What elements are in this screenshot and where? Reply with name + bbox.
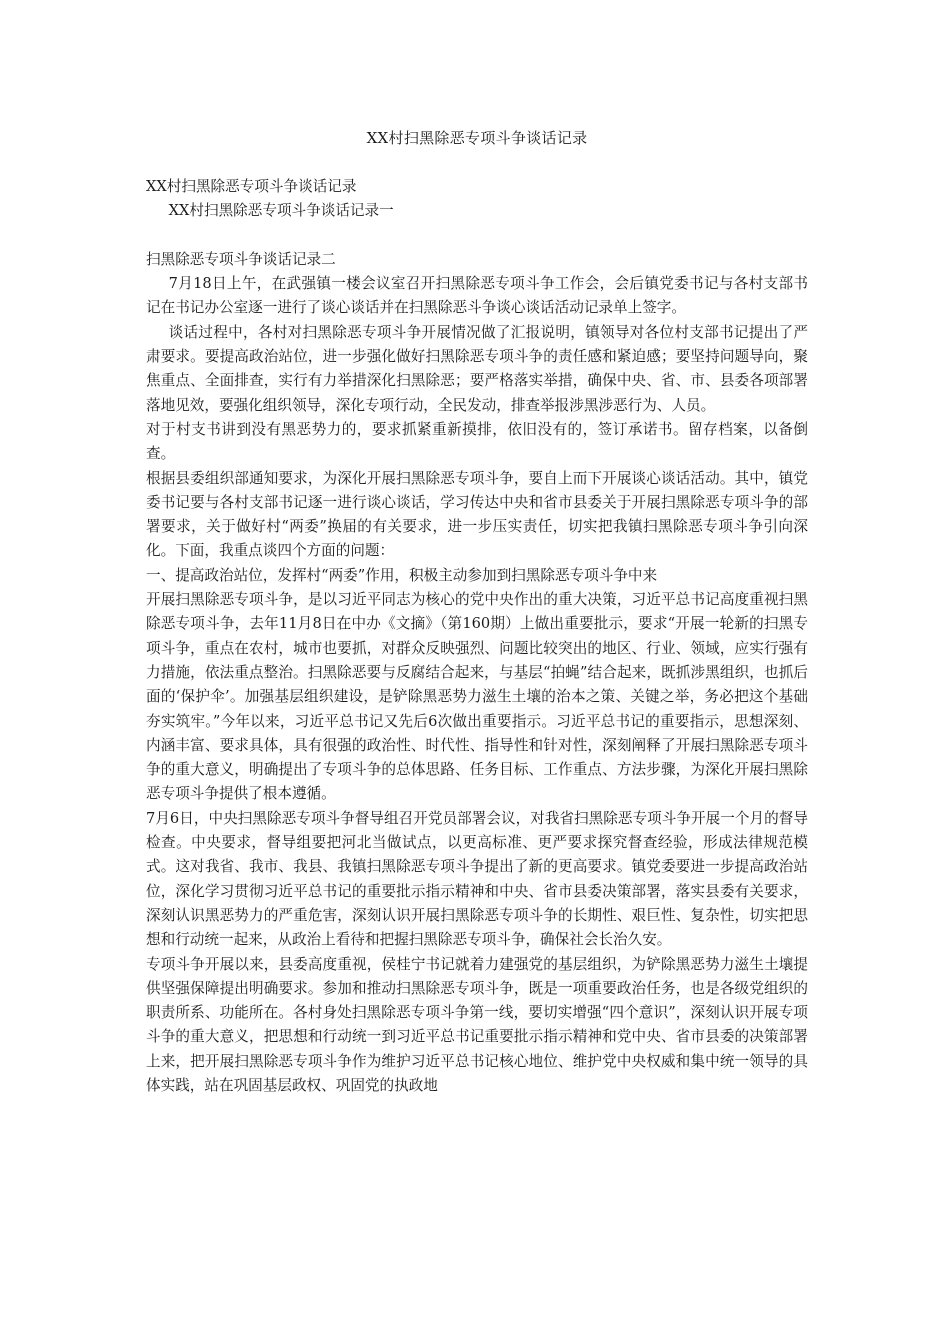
paragraph: 7月18日上午，在武强镇一楼会议室召开扫黑除恶专项斗争工作会，会后镇党委书记与各村支部书记在书记办公室逐一进行了谈心谈话并在扫黑除恶斗争谈心谈话活动记录单上签字。 <box>146 275 808 317</box>
paragraph: 根据县委组织部通知要求，为深化开展扫黑除恶专项斗争，要自上而下开展谈心谈话活动。其中，镇党委书记要与各村支部书记逐一进行谈心谈话，学习传达中央和省市县委关于开展扫黑除恶专项斗争的部署要求，关于做好村“两委”换届的有关要求，进一步压实责任，切实把我镇扫黑除恶专项斗争引向深化。下面，我重点谈四个方面的问题： <box>146 469 808 560</box>
paragraph: 一、提高政治站位，发挥村“两委”作用，积极主动参加到扫黑除恶专项斗争中来 <box>146 566 658 584</box>
document-title: XX村扫黑除恶专项斗争谈话记录 <box>366 129 588 147</box>
paragraph: 7月6日，中央扫黑除恶专项斗争督导组召开党员部署会议，对我省扫黑除恶专项斗争开展一个月的督导检查。中央要求，督导组要把河北当做试点，以更高标准、更严要求探究督查经验，形成法律规范模式。这对我省、我市、我县、我镇扫黑除恶专项斗争提出了新的更高要求。镇党委要进一步提高政治站位，深化学习贯彻习近平总书记的重要批示指示精神和中央、省市县委决策部署，落实县委有关要求，深刻认识黑恶势力的严重危害，深刻认识开展扫黑除恶专项斗争的长期性、艰巨性、复杂性，切实把思想和行动统一起来，从政治上看待和把握扫黑除恶专项斗争，确保社会长治久安。 <box>146 809 808 949</box>
paragraph: 扫黑除恶专项斗争谈话记录二 <box>146 250 336 268</box>
blank-line <box>146 224 808 248</box>
paragraph: XX村扫黑除恶专项斗争谈话记录一 <box>168 202 394 220</box>
document-body <box>146 175 808 1098</box>
paragraph: XX村扫黑除恶专项斗争谈话记录 <box>146 178 357 195</box>
paragraph: 谈话过程中，各村对扫黑除恶专项斗争开展情况做了汇报说明，镇领导对各位村支部书记提出了严肃要求。要提高政治站位，进一步强化做好扫黑除恶专项斗争的责任感和紧迫感；要坚持问题导向，聚焦重点、全面排查，实行有力举措深化扫黑除恶；要严格落实举措，确保中央、省、市、县委各项部署落地见效，要强化组织领导，深化专项行动，全民发动，排查举报涉黑涉恶行为、人员。 <box>146 323 808 414</box>
paragraph: 专项斗争开展以来，县委高度重视，侯桂宁书记就着力建强党的基层组织，为铲除黑恶势力滋生土壤提供坚强保障提出明确要求。参加和推动扫黑除恶专项斗争，既是一项重要政治任务，也是各级党组织的职责所系、功能所在。各村身处扫黑除恶专项斗争第一线，要切实增强“四个意识”，深刻认识开展专项斗争的重大意义，把思想和行动统一到习近平总书记重要批示指示精神和党中央、省市县委的决策部署上来，把开展扫黑除恶专项斗争作为维护习近平总书记核心地位、维护党中央权威和集中统一领导的具体实践，站在巩固基层政权、巩固党的执政地 <box>146 955 808 1094</box>
paragraph: 开展扫黑除恶专项斗争，是以习近平同志为核心的党中央作出的重大决策，习近平总书记高度重视扫黑除恶专项斗争，去年11月8日在中办《文摘》（第160期）上做出重要批示，要求“开展一轮新的扫黑专项斗争，重点在农村，城市也要抓，对群众反映强烈、问题比较突出的地区、行业、领域，应实行强有力措施，依法重点整治。扫黑除恶要与反腐结合起来，与基层“拍蝇”结合起来，既抓涉黑组织，也抓后面的‘保护伞’。加强基层组织建设，是铲除黑恶势力滋生土壤的治本之策、关键之举，务必把这个基础夯实筑牢。”今年以来，习近平总书记又先后6次做出重要指示。习近平总书记的重要指示，思想深刻、内涵丰富、要求具体，具有很强的政治性、时代性、指导性和针对性，深刻阐释了开展扫黑除恶专项斗争的重大意义，明确提出了专项斗争的总体思路、任务目标、工作重点、方法步骤，为深化开展扫黑除恶专项斗争提供了根本遵循。 <box>146 591 808 803</box>
paragraph: 对于村支书讲到没有黑恶势力的，要求抓紧重新摸排，依旧没有的，签订承诺书。留存档案，以备倒查。 <box>146 420 808 463</box>
